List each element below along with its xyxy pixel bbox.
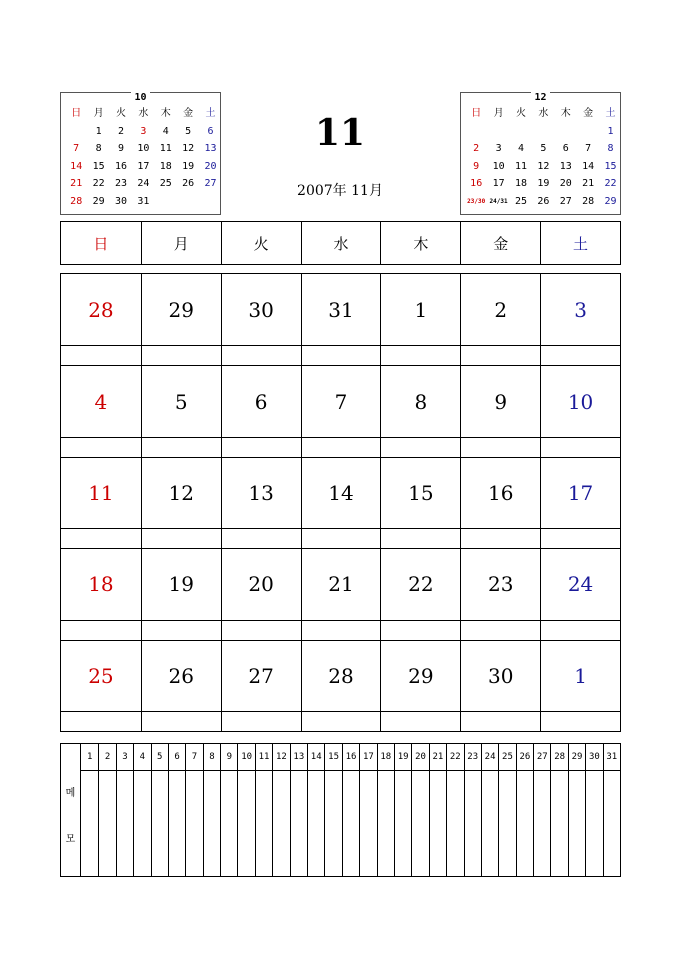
memo-day-header: 6 (169, 744, 185, 771)
mini-day: 29 (92, 195, 105, 207)
week-row (61, 274, 620, 365)
mini-day: 20 (559, 178, 572, 190)
day-cell[interactable] (540, 549, 620, 639)
day-number: 8 (414, 389, 428, 414)
mini-weekday: 金 (183, 108, 194, 119)
day-number: 11 (88, 480, 114, 505)
mini-day: 6 (207, 125, 214, 137)
mini-day: 4 (162, 125, 169, 137)
day-cell[interactable] (221, 458, 301, 548)
mini-weekday: 日 (71, 108, 82, 119)
mini-day: 11 (159, 143, 172, 155)
mini-day: 15 (604, 160, 617, 172)
day-number: 26 (168, 663, 194, 688)
memo-column[interactable] (203, 744, 220, 876)
day-number: 16 (487, 480, 514, 505)
mini-day: 10 (492, 160, 505, 172)
day-note-area[interactable] (541, 620, 620, 640)
day-note-area[interactable] (142, 528, 221, 548)
mini-day: 8 (607, 143, 614, 155)
memo-column[interactable] (98, 744, 115, 876)
day-number: 4 (94, 389, 108, 414)
week-row (61, 365, 620, 456)
day-note-area[interactable] (461, 711, 540, 731)
mini-day: 7 (73, 143, 80, 155)
memo-day-header: 22 (447, 744, 463, 771)
mini-day: 22 (92, 178, 105, 190)
day-number: 23 (487, 572, 514, 597)
day-cell[interactable] (460, 274, 540, 365)
memo-column[interactable] (359, 744, 376, 876)
memo-day-header: 7 (186, 744, 202, 771)
mini-day: 23 (114, 178, 127, 190)
mini-day (532, 123, 554, 141)
mini-day: 16 (114, 160, 127, 172)
memo-day-header: 26 (517, 744, 533, 771)
day-number: 21 (328, 572, 354, 597)
day-number: 2 (494, 297, 508, 322)
month-grid (60, 273, 621, 732)
day-cell[interactable] (61, 366, 141, 456)
memo-column[interactable] (481, 744, 498, 876)
day-note-area[interactable] (302, 711, 381, 731)
day-note-area[interactable] (142, 437, 221, 457)
mini-day: 27 (559, 195, 572, 207)
mini-calendar-title: 12 (461, 85, 620, 99)
weekday-tue: 火 (221, 222, 301, 264)
day-note-area[interactable] (302, 620, 381, 640)
day-cell[interactable] (301, 274, 381, 365)
memo-day-header: 8 (204, 744, 220, 771)
memo-column[interactable] (550, 744, 567, 876)
memo-column[interactable] (377, 744, 394, 876)
memo-column[interactable] (342, 744, 359, 876)
mini-day: 2 (473, 143, 480, 155)
mini-day: 16 (470, 178, 483, 190)
mini-day: 24/31 (489, 197, 508, 205)
day-number: 30 (487, 663, 514, 688)
day-note-area[interactable] (142, 620, 221, 640)
memo-column[interactable] (324, 744, 341, 876)
day-note-area[interactable] (222, 711, 301, 731)
mini-day: 1 (95, 125, 102, 137)
mini-day (487, 123, 509, 141)
day-cell[interactable] (380, 458, 460, 548)
weekday-sun: 日 (93, 234, 109, 253)
memo-column[interactable] (429, 744, 446, 876)
day-number: 18 (88, 572, 114, 597)
day-cell[interactable] (540, 458, 620, 548)
mini-day: 3 (140, 125, 147, 137)
mini-day: 9 (117, 143, 124, 155)
mini-weekday: 金 (583, 108, 594, 119)
memo-column[interactable] (290, 744, 307, 876)
day-note-area[interactable] (381, 345, 460, 365)
day-number: 1 (574, 663, 587, 688)
memo-label-top: 메 (65, 788, 76, 799)
memo-column[interactable] (464, 744, 481, 876)
day-number: 10 (567, 389, 594, 414)
memo-day-header: 31 (604, 744, 620, 771)
day-number: 14 (328, 480, 354, 505)
day-cell[interactable] (301, 366, 381, 456)
memo-day-header: 1 (81, 744, 98, 771)
memo-day-header: 19 (395, 744, 411, 771)
mini-day: 13 (559, 160, 572, 172)
mini-day: 7 (585, 143, 592, 155)
memo-day-header: 4 (134, 744, 150, 771)
memo-day-header: 24 (482, 744, 498, 771)
day-cell[interactable] (141, 549, 221, 639)
memo-day-header: 5 (152, 744, 168, 771)
mini-day: 31 (137, 195, 150, 207)
day-note-area[interactable] (142, 345, 221, 365)
mini-day: 26 (182, 178, 195, 190)
day-number: 27 (248, 663, 274, 688)
memo-label (61, 744, 81, 876)
memo-day-header: 13 (291, 744, 307, 771)
day-number: 7 (334, 389, 348, 414)
memo-column[interactable] (394, 744, 411, 876)
memo-day-header: 25 (499, 744, 515, 771)
weekday-sat: 土 (540, 222, 620, 264)
day-cell[interactable] (460, 366, 540, 456)
memo-column[interactable] (411, 744, 428, 876)
mini-day (555, 123, 577, 141)
memo-day-header: 12 (273, 744, 289, 771)
mini-day (65, 123, 87, 141)
mini-day: 20 (204, 160, 217, 172)
mini-weekday: 木 (560, 108, 571, 119)
day-cell[interactable] (221, 366, 301, 456)
mini-day (577, 123, 599, 141)
day-note-area[interactable] (461, 437, 540, 457)
memo-column[interactable] (151, 744, 168, 876)
mini-weekday: 土 (205, 108, 216, 119)
memo-column[interactable] (133, 744, 150, 876)
mini-weekday: 火 (515, 108, 526, 119)
mini-day: 17 (137, 160, 150, 172)
day-cell[interactable] (380, 641, 460, 731)
day-cell[interactable] (301, 641, 381, 731)
day-number: 9 (494, 389, 508, 414)
day-number: 5 (174, 389, 188, 414)
day-cell[interactable] (540, 274, 620, 365)
day-cell[interactable] (380, 366, 460, 456)
mini-day: 25 (159, 178, 172, 190)
day-number: 12 (168, 480, 194, 505)
day-note-area[interactable] (61, 711, 141, 731)
day-cell[interactable] (141, 458, 221, 548)
memo-day-header: 28 (551, 744, 567, 771)
day-cell[interactable] (61, 549, 141, 639)
memo-column[interactable] (272, 744, 289, 876)
mini-day: 1 (607, 125, 614, 137)
day-number: 25 (88, 663, 114, 688)
mini-day: 18 (159, 160, 172, 172)
mini-day: 15 (92, 160, 105, 172)
day-cell[interactable] (380, 274, 460, 365)
day-note-area[interactable] (222, 528, 301, 548)
mini-day: 24 (137, 178, 150, 190)
memo-day-header: 10 (238, 744, 254, 771)
mini-weekday: 木 (160, 108, 171, 119)
mini-calendar-title: 10 (61, 85, 220, 99)
mini-weekday: 日 (471, 108, 482, 119)
day-note-area[interactable] (302, 437, 381, 457)
week-row (61, 548, 620, 639)
memo-column[interactable] (585, 744, 602, 876)
mini-day: 13 (204, 143, 217, 155)
weekday-header (60, 221, 621, 265)
memo-column[interactable] (220, 744, 237, 876)
memo-day-header: 2 (99, 744, 115, 771)
mini-day: 14 (582, 160, 595, 172)
day-note-area[interactable] (461, 528, 540, 548)
memo-column[interactable] (307, 744, 324, 876)
mini-day: 12 (182, 143, 195, 155)
day-note-area[interactable] (302, 528, 381, 548)
mini-day: 9 (473, 160, 480, 172)
memo-day-header: 3 (117, 744, 133, 771)
mini-day: 17 (492, 178, 505, 190)
mini-day: 26 (537, 195, 550, 207)
day-note-area[interactable] (222, 345, 301, 365)
mini-weekday: 土 (605, 108, 616, 119)
day-note-area[interactable] (381, 437, 460, 457)
day-number: 29 (408, 663, 434, 688)
mini-day: 27 (204, 178, 217, 190)
weekday-wed: 水 (301, 222, 381, 264)
day-note-area[interactable] (541, 711, 620, 731)
memo-day-header: 11 (256, 744, 272, 771)
mini-day (510, 123, 532, 141)
day-number: 15 (408, 480, 434, 505)
day-note-area[interactable] (222, 437, 301, 457)
day-cell[interactable] (141, 274, 221, 365)
day-cell[interactable] (460, 458, 540, 548)
day-note-area[interactable] (381, 528, 460, 548)
mini-day: 14 (70, 160, 83, 172)
memo-column[interactable] (568, 744, 585, 876)
day-note-area[interactable] (142, 711, 221, 731)
mini-day: 10 (137, 143, 150, 155)
day-number: 19 (168, 572, 194, 597)
day-cell[interactable] (141, 641, 221, 731)
day-note-area[interactable] (541, 437, 620, 457)
day-number: 1 (414, 297, 428, 322)
day-number: 13 (248, 480, 274, 505)
mini-day: 11 (514, 160, 527, 172)
day-cell[interactable] (221, 641, 301, 731)
day-note-area[interactable] (61, 437, 141, 457)
day-cell[interactable] (61, 274, 141, 365)
mini-day: 18 (514, 178, 527, 190)
day-cell[interactable] (61, 458, 141, 548)
mini-calendar-grid (65, 105, 222, 211)
day-cell[interactable] (460, 641, 540, 731)
day-number: 28 (88, 297, 114, 322)
memo-columns (81, 744, 620, 876)
memo-column[interactable] (603, 744, 620, 876)
day-note-area[interactable] (541, 345, 620, 365)
mini-day: 21 (70, 178, 83, 190)
mini-weekday: 月 (493, 108, 504, 119)
mini-day: 8 (95, 143, 102, 155)
day-cell[interactable] (540, 366, 620, 456)
day-number: 30 (248, 297, 274, 322)
day-cell[interactable] (301, 458, 381, 548)
mini-day: 22 (604, 178, 617, 190)
mini-weekday: 火 (115, 108, 126, 119)
mini-day (155, 193, 177, 211)
day-note-area[interactable] (61, 528, 141, 548)
day-cell[interactable] (61, 641, 141, 731)
memo-column[interactable] (81, 744, 98, 876)
year-month-label: 2007年 11月 (297, 183, 383, 199)
memo-day-header: 21 (430, 744, 446, 771)
day-cell[interactable] (221, 274, 301, 365)
mini-day: 3 (495, 143, 502, 155)
day-number: 24 (567, 572, 594, 597)
day-note-area[interactable] (541, 528, 620, 548)
memo-day-header: 29 (569, 744, 585, 771)
weekday-mon: 月 (141, 222, 221, 264)
day-note-area[interactable] (461, 345, 540, 365)
memo-day-header: 17 (360, 744, 376, 771)
memo-column[interactable] (516, 744, 533, 876)
day-note-area[interactable] (381, 711, 460, 731)
day-cell[interactable] (540, 641, 620, 731)
memo-day-header: 20 (412, 744, 428, 771)
mini-weekday: 水 (538, 108, 549, 119)
day-number: 17 (567, 480, 594, 505)
mini-day: 2 (117, 125, 124, 137)
mini-day: 19 (182, 160, 195, 172)
day-number: 6 (254, 389, 268, 414)
memo-column[interactable] (185, 744, 202, 876)
memo-section (60, 743, 621, 877)
memo-column[interactable] (446, 744, 463, 876)
mini-day: 21 (582, 178, 595, 190)
week-row (61, 640, 620, 731)
mini-day: 30 (114, 195, 127, 207)
mini-day: 6 (562, 143, 569, 155)
mini-weekday: 月 (93, 108, 104, 119)
mini-day: 4 (517, 143, 524, 155)
mini-calendar-next (460, 92, 621, 215)
day-note-area[interactable] (222, 620, 301, 640)
day-number: 3 (574, 297, 587, 322)
memo-day-header: 27 (534, 744, 550, 771)
day-cell[interactable] (460, 549, 540, 639)
mini-day (177, 193, 199, 211)
memo-day-header: 9 (221, 744, 237, 771)
memo-column[interactable] (116, 744, 133, 876)
memo-column[interactable] (533, 744, 550, 876)
mini-day: 5 (185, 125, 192, 137)
day-cell[interactable] (141, 366, 221, 456)
weekday-fri: 金 (460, 222, 540, 264)
day-note-area[interactable] (61, 620, 141, 640)
memo-column[interactable] (498, 744, 515, 876)
memo-day-header: 16 (343, 744, 359, 771)
memo-day-header: 15 (325, 744, 341, 771)
memo-column[interactable] (168, 744, 185, 876)
mini-day: 29 (604, 195, 617, 207)
mini-day (199, 193, 221, 211)
day-cell[interactable] (380, 549, 460, 639)
week-row (61, 457, 620, 548)
mini-weekday: 水 (138, 108, 149, 119)
day-note-area[interactable] (461, 620, 540, 640)
mini-calendar-grid (465, 105, 622, 211)
mini-day: 19 (537, 178, 550, 190)
memo-day-header: 18 (378, 744, 394, 771)
mini-calendar-prev (60, 92, 221, 215)
day-cell[interactable] (301, 549, 381, 639)
day-number: 29 (168, 297, 194, 322)
mini-day: 12 (537, 160, 550, 172)
day-note-area[interactable] (381, 620, 460, 640)
memo-day-header: 14 (308, 744, 324, 771)
memo-column[interactable] (237, 744, 254, 876)
memo-column[interactable] (255, 744, 272, 876)
mini-day: 5 (540, 143, 547, 155)
mini-day: 28 (582, 195, 595, 207)
mini-day (465, 123, 487, 141)
weekday-thu: 木 (380, 222, 460, 264)
day-cell[interactable] (221, 549, 301, 639)
day-number: 20 (248, 572, 274, 597)
day-number: 31 (328, 297, 354, 322)
mini-day: 28 (70, 195, 83, 207)
day-number: 22 (408, 572, 434, 597)
day-note-area[interactable] (302, 345, 381, 365)
month-number: 11 (314, 112, 366, 154)
memo-day-header: 23 (465, 744, 481, 771)
day-note-area[interactable] (61, 345, 141, 365)
mini-day: 23/30 (467, 197, 486, 205)
memo-label-bottom: 모 (65, 834, 76, 845)
mini-day: 25 (514, 195, 527, 207)
memo-day-header: 30 (586, 744, 602, 771)
day-number: 28 (328, 663, 354, 688)
